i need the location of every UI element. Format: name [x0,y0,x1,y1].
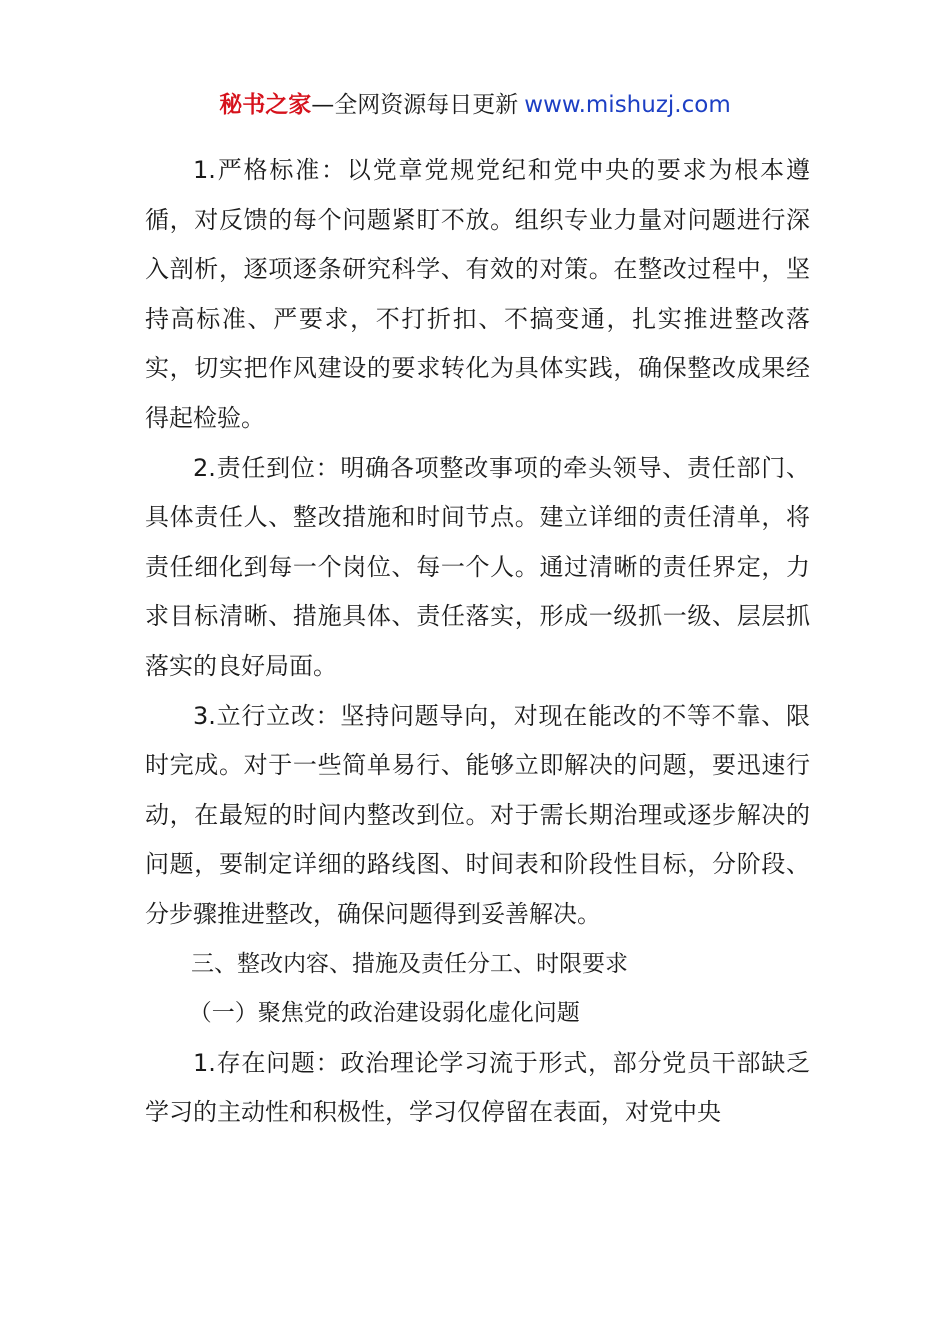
section-heading: 三、整改内容、措施及责任分工、时限要求 [191,950,628,977]
document-header [0,88,950,122]
paragraph-responsibility: 2.责任到位：明确各项整改事项的牵头领导、责任部门、具体责任人、整改措施和时间节点。建立详细的责任清单，将责任细化到每一个岗位、每一个人。通过清晰的责任界定，力求目标清晰、措施具体、责任落实，形成一级抓一级、层层抓落实的良好局面。 [145,453,810,680]
header-tagline: —全网资源每日更新 [311,92,519,118]
paragraph-immediate-action: 3.立行立改：坚持问题导向，对现在能改的不等不靠、限时完成。对于一些简单易行、能够立即解决的问题，要迅速行动，在最短的时间内整改到位。对于需长期治理或逐步解决的问题，要制定详细的路线图、时间表和阶段性目标，分阶段、分步骤推进整改，确保问题得到妥善解决。 [145,701,810,928]
brand-name: 秘书之家 [219,92,312,118]
subsection-heading: （一）聚焦党的政治建设弱化虚化问题 [188,1000,580,1027]
paragraph-existing-problems: 1.存在问题：政治理论学习流于形式，部分党员干部缺乏学习的主动性和积极性，学习仅停留在表面，对党中央 [145,1048,810,1127]
paragraph-strict-standards: 1.严格标准：以党章党规党纪和党中央的要求为根本遵循，对反馈的每个问题紧盯不放。组织专业力量对问题进行深入剖析，逐项逐条研究科学、有效的对策。在整改过程中，坚持高标准、严要求，不打折扣、不搞变通，扎实推进整改落实，切实把作风建设的要求转化为具体实践，确保整改成果经得起检验。 [145,156,810,432]
site-url[interactable]: www.mishuzj.com [524,92,731,118]
document-body [145,146,810,1138]
